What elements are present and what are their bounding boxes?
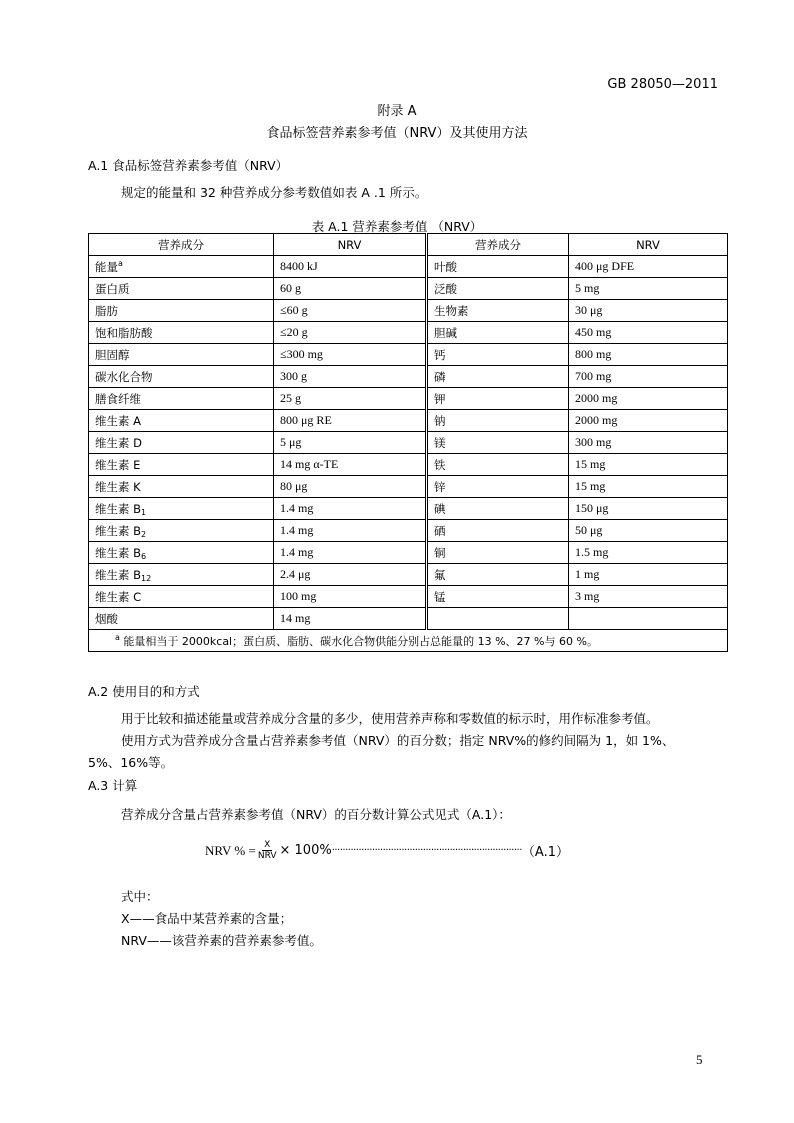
nutrient-name-2: 硒 — [427, 520, 569, 542]
table-header-row — [89, 234, 728, 256]
nrv-value: 2.4 μg — [274, 564, 427, 586]
section-a2-heading: A.2 使用目的和方式 — [88, 684, 200, 699]
section-a3-heading: A.3 计算 — [88, 778, 138, 793]
nutrient-name-2: 钠 — [427, 410, 569, 432]
nrv-value: ≤20 g — [274, 322, 427, 344]
table-row — [89, 454, 728, 476]
nrv-value: 1.4 mg — [274, 498, 427, 520]
nutrient-name: 维生素 K — [89, 476, 274, 498]
table-row — [89, 432, 728, 454]
formula-lhs: NRV % = — [205, 842, 256, 858]
table-row — [89, 344, 728, 366]
nutrient-name-2: 胆碱 — [427, 322, 569, 344]
table-row — [89, 608, 728, 630]
nrv-value-2: 400 μg DFE — [569, 256, 728, 278]
nrv-value: 14 mg α-TE — [274, 454, 427, 476]
section-a1-heading: A.1 食品标签营养素参考值（NRV） — [88, 158, 289, 173]
table-row — [89, 300, 728, 322]
nutrient-name-2: 铜 — [427, 542, 569, 564]
table-footnote: $^a$ 能量相当于 2000kcal；蛋白质、脂肪、碳水化合物供能分别占总能量的 13 %、27 %与 60 %。 — [89, 630, 728, 652]
nrv-value: 14 mg — [274, 608, 427, 630]
nutrient-name: 维生素 $B_{12}$ — [89, 564, 274, 586]
nrv-value-2: 5 mg — [569, 278, 728, 300]
section-a2-text-2: 使用方式为营养成分含量占营养素参考值（NRV）的百分数；指定 NRV%的修约间隔为 1，如 1%、 — [121, 733, 675, 748]
nutrient-name-2: 生物素 — [427, 300, 569, 322]
nutrient-name: 维生素 A — [89, 410, 274, 432]
nutrient-name: 蛋白质 — [89, 278, 274, 300]
nrv-value: 60 g — [274, 278, 427, 300]
appendix-label: 附录 A — [377, 104, 417, 119]
nrv-value-2 — [569, 608, 728, 630]
table-caption: 表 A.1 营养素参考值 （NRV） — [311, 219, 483, 234]
nrv-value: 1.4 mg — [274, 520, 427, 542]
table-row — [89, 278, 728, 300]
nrv-value: ≤60 g — [274, 300, 427, 322]
nrv-value-2: 15 mg — [569, 476, 728, 498]
table-row — [89, 520, 728, 542]
nrv-value-2: 800 mg — [569, 344, 728, 366]
nutrient-name: 维生素 $B_6$ — [89, 542, 274, 564]
table-row — [89, 322, 728, 344]
nrv-value: 300 g — [274, 366, 427, 388]
nutrient-name-2: 磷 — [427, 366, 569, 388]
nrv-value-2: 15 mg — [569, 454, 728, 476]
nrv-value-2: 700 mg — [569, 366, 728, 388]
footnote-mark: a — [115, 632, 120, 642]
nutrient-name-2: 碘 — [427, 498, 569, 520]
nutrient-name-2: 钾 — [427, 388, 569, 410]
section-a2-text-1: 用于比较和描述能量或营养成分含量的多少，使用营养声称和零数值的标示时，用作标准参考值。 — [121, 711, 659, 726]
header-nrv-2: NRV — [569, 234, 728, 256]
formula-dots: ······································································· — [331, 845, 522, 856]
nrv-value-2: 3 mg — [569, 586, 728, 608]
table-footnote-row — [89, 630, 728, 652]
nrv-value-2: 2000 mg — [569, 410, 728, 432]
table-row — [89, 366, 728, 388]
nutrient-name-2: 铁 — [427, 454, 569, 476]
nrv-value: 80 μg — [274, 476, 427, 498]
nrv-value-2: 50 μg — [569, 520, 728, 542]
table-row — [89, 564, 728, 586]
nutrient-name: 膳食纤维 — [89, 388, 274, 410]
table-row — [89, 586, 728, 608]
nrv-table — [88, 233, 728, 652]
nutrient-name: 饱和脂肪酸 — [89, 322, 274, 344]
table-row — [89, 388, 728, 410]
nutrient-name-2: 钙 — [427, 344, 569, 366]
nutrient-name: 维生素 $B_2$ — [89, 520, 274, 542]
formula-rhs: × 100% — [279, 843, 332, 858]
table-row — [89, 498, 728, 520]
table-row — [89, 542, 728, 564]
formula-fraction — [258, 840, 277, 861]
nrv-value-2: 1.5 mg — [569, 542, 728, 564]
nrv-value: 8400 kJ — [274, 256, 427, 278]
nutrient-name-2: 镁 — [427, 432, 569, 454]
formula-denominator: NRV — [257, 851, 277, 861]
section-a3-text: 营养成分含量占营养素参考值（NRV）的百分数计算公式见式（A.1）： — [121, 807, 511, 822]
table-row — [89, 476, 728, 498]
formula-numerator: X — [264, 840, 271, 850]
nutrient-name-2: 氟 — [427, 564, 569, 586]
section-a1-text: 规定的能量和 32 种营养成分参考数值如表 A .1 所示。 — [121, 185, 428, 200]
nutrient-name-2 — [427, 608, 569, 630]
page-number: 5 — [696, 1052, 703, 1067]
nutrient-name: 维生素 $B_1$ — [89, 498, 274, 520]
nutrient-name: 胆固醇 — [89, 344, 274, 366]
nutrient-name-2: 锰 — [427, 586, 569, 608]
nutrient-name-2: 叶酸 — [427, 256, 569, 278]
nrv-value-2: 450 mg — [569, 322, 728, 344]
nrv-value: 100 mg — [274, 586, 427, 608]
table-row — [89, 410, 728, 432]
appendix-title: 食品标签营养素参考值（NRV）及其使用方法 — [266, 126, 528, 141]
nutrient-name: 维生素 E — [89, 454, 274, 476]
where-label: 式中： — [121, 889, 159, 904]
section-a2-text-2-cont: 5%、16%等。 — [88, 755, 174, 770]
nrv-value-2: 150 μg — [569, 498, 728, 520]
nrv-value-2: 300 mg — [569, 432, 728, 454]
nrv-value-2: 2000 mg — [569, 388, 728, 410]
header-nutrient: 营养成分 — [89, 234, 274, 256]
header-nrv: NRV — [274, 234, 427, 256]
nutrient-name: 能量$^a$ — [89, 256, 274, 278]
standard-code: GB 28050—2011 — [607, 77, 718, 92]
nrv-value-2: 30 μg — [569, 300, 728, 322]
formula-number: （A.1） — [521, 845, 569, 860]
nrv-value: ≤300 mg — [274, 344, 427, 366]
nutrient-name: 维生素 C — [89, 586, 274, 608]
nutrient-name: 碳水化合物 — [89, 366, 274, 388]
nutrient-name: 脂肪 — [89, 300, 274, 322]
nutrient-name: 维生素 D — [89, 432, 274, 454]
nrv-formula — [205, 840, 569, 861]
nrv-value-2: 1 mg — [569, 564, 728, 586]
definition-x: X——食品中某营养素的含量； — [121, 911, 293, 926]
nrv-value: 25 g — [274, 388, 427, 410]
table-row — [89, 256, 728, 278]
nutrient-name-2: 泛酸 — [427, 278, 569, 300]
nrv-value: 5 μg — [274, 432, 427, 454]
nutrient-name-2: 锌 — [427, 476, 569, 498]
nrv-value: 800 μg RE — [274, 410, 427, 432]
nutrient-name: 烟酸 — [89, 608, 274, 630]
definition-nrv: NRV——该营养素的营养素参考值。 — [121, 933, 322, 948]
header-nutrient-2: 营养成分 — [427, 234, 569, 256]
nrv-value: 1.4 mg — [274, 542, 427, 564]
